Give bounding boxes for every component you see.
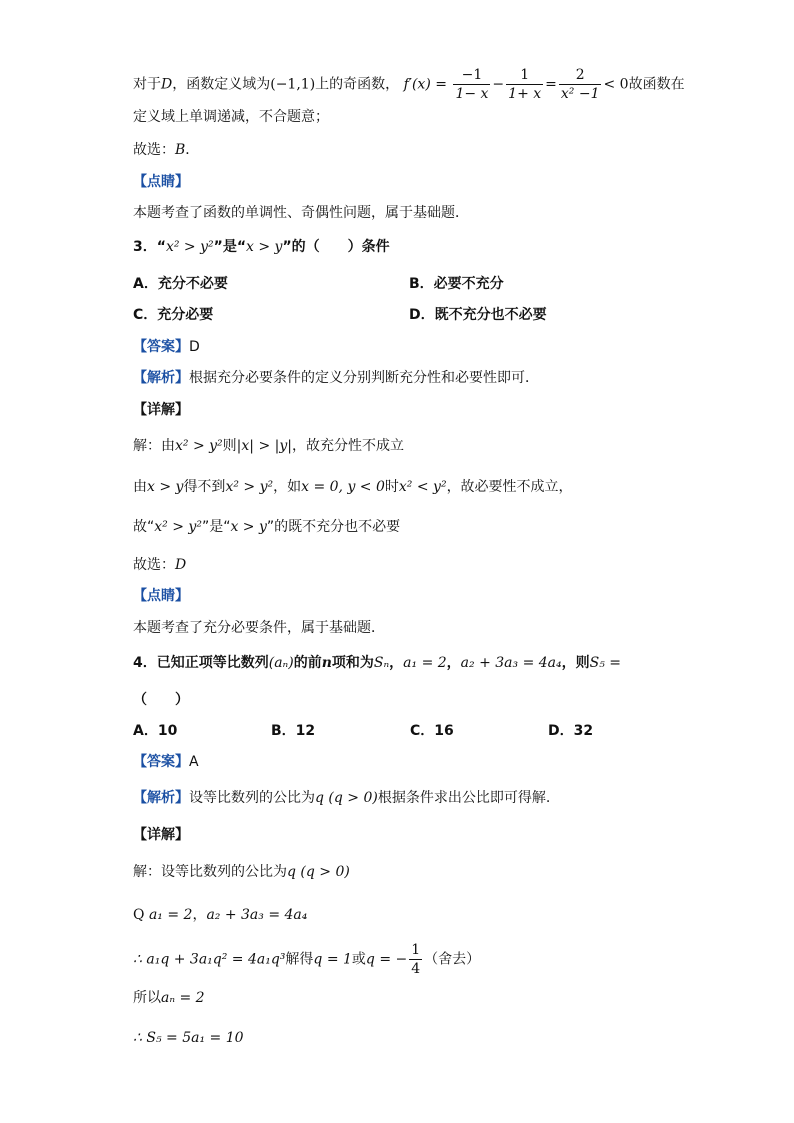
text: 解得 xyxy=(285,951,314,968)
numerator: 1 xyxy=(506,66,543,85)
text: ． xyxy=(185,142,200,158)
math: < 0 xyxy=(603,76,629,93)
text: ”是“ xyxy=(201,519,231,535)
text: ， xyxy=(192,907,207,923)
text: 所以 xyxy=(133,990,161,1006)
q4-option-b: B．12 xyxy=(271,723,316,739)
q4-option-d: D．32 xyxy=(548,723,594,739)
answer-tag: 【答案】 xyxy=(133,339,189,355)
q4-step-5 xyxy=(133,1028,244,1048)
analysis-text: 根据充分必要条件的定义分别判断充分性和必要性即可． xyxy=(189,370,539,386)
q3-answer xyxy=(133,337,200,357)
q3-stem xyxy=(133,237,390,257)
fraction xyxy=(453,66,490,103)
math: x² > y² xyxy=(225,479,274,495)
math: x² < y² xyxy=(398,479,447,495)
answer-value: A xyxy=(189,754,199,770)
math: x = 0, y < 0 xyxy=(301,479,385,495)
math: S₅ = xyxy=(589,655,621,671)
text: 故选： xyxy=(133,142,175,158)
text: 的前 xyxy=(293,655,322,671)
q4-analysis xyxy=(133,788,550,808)
math: |x| > |y| xyxy=(236,438,292,454)
q4-step-4 xyxy=(133,988,205,1008)
q3-analysis xyxy=(133,368,539,388)
text: 上的奇函数， xyxy=(315,76,400,93)
text: ，函数定义域为 xyxy=(172,76,271,93)
q4-option-a: A．10 xyxy=(133,723,178,739)
analysis-text: 设等比数列的公比为 xyxy=(189,790,315,806)
math: q = 1 xyxy=(313,951,352,968)
prev-dianjing-tag: 【点睛】 xyxy=(133,174,189,190)
q3-step-3 xyxy=(133,517,400,537)
text: ”是“ xyxy=(213,239,247,255)
math: x > y xyxy=(147,479,184,495)
q4-stem xyxy=(133,653,621,673)
prev-choose xyxy=(133,140,199,160)
q4-step-1 xyxy=(133,862,350,882)
math: ∴ a₁q + 3a₁q² = 4a₁q³ xyxy=(133,951,286,968)
fraction xyxy=(506,66,543,103)
text: ，如 xyxy=(273,479,302,495)
math: aₙ = 2 xyxy=(161,990,205,1006)
text: 则 xyxy=(222,438,237,454)
math: a₂ + 3a₃ = 4a₄ xyxy=(206,907,308,923)
text: 故函数在 xyxy=(628,76,685,93)
math: x > y xyxy=(230,519,267,535)
denominator: 1− x xyxy=(455,86,489,102)
text: 项和为 xyxy=(331,655,374,671)
math: q (q > 0) xyxy=(287,864,350,880)
q3-option-c: C．充分必要 xyxy=(133,307,214,323)
math: x² > y² xyxy=(175,438,223,454)
text: 故选： xyxy=(133,557,175,573)
text: 4．已知正项等比数列 xyxy=(133,655,269,671)
text: ，则 xyxy=(561,655,590,671)
text: 故“ xyxy=(133,519,155,535)
math: a₁ = 2 xyxy=(148,907,193,923)
math: q = − xyxy=(365,951,408,968)
numerator: 1 xyxy=(411,942,421,958)
prev-line-2: 定义域上单调递减，不合题意； xyxy=(133,109,329,125)
math: D xyxy=(175,557,187,573)
text: ”的（ ）条件 xyxy=(282,239,390,255)
numerator: −1 xyxy=(453,66,490,85)
math: Q xyxy=(133,907,145,923)
q4-answer xyxy=(133,752,199,772)
text: ”的既不充分也不必要 xyxy=(266,519,401,535)
math: (aₙ) xyxy=(268,655,294,671)
denominator: x² −1 xyxy=(560,86,600,102)
q4-step-3 xyxy=(133,941,480,978)
math: a₂ + 3a₃ = 4a₄ xyxy=(460,655,562,671)
text: 3．“ xyxy=(133,239,166,255)
math: q (q > 0) xyxy=(315,790,378,806)
q4-step-2 xyxy=(133,905,307,925)
denominator: 1+ x xyxy=(508,86,542,102)
math: n xyxy=(321,655,332,671)
math: ∴ S₅ = 5a₁ = 10 xyxy=(133,1030,244,1046)
q3-option-d: D．既不充分也不必要 xyxy=(409,307,547,323)
prev-line-d xyxy=(133,66,685,103)
analysis-tag: 【解析】 xyxy=(133,790,189,806)
q3-note: 本题考查了充分必要条件，属于基础题． xyxy=(133,620,385,636)
numerator: 2 xyxy=(559,66,602,85)
fraction xyxy=(559,66,602,103)
math: = xyxy=(545,76,557,93)
q4-detail-tag: 【详解】 xyxy=(133,827,189,843)
math: Sₙ xyxy=(373,655,390,671)
math: a₁ = 2 xyxy=(403,655,447,671)
text: 对于 xyxy=(133,76,161,93)
text: ，故必要性不成立， xyxy=(446,479,573,495)
math: f′(x) = xyxy=(403,76,447,93)
math: B xyxy=(175,142,186,158)
q3-option-a: A．充分不必要 xyxy=(133,276,228,292)
q3-option-b: B．必要不充分 xyxy=(409,276,504,292)
q3-step-1 xyxy=(133,436,404,456)
q3-dianjing-tag: 【点睛】 xyxy=(133,588,189,604)
math: x² > y² xyxy=(154,519,202,535)
q3-detail-tag: 【详解】 xyxy=(133,402,189,418)
q4-option-c: C．16 xyxy=(410,723,454,739)
text: ，故充分性不成立 xyxy=(291,438,404,454)
math: x² > y² xyxy=(165,239,214,255)
text: 解：由 xyxy=(133,438,175,454)
analysis-text: 根据条件求出公比即可得解. xyxy=(377,790,551,806)
math: − xyxy=(492,76,505,93)
text: 或 xyxy=(351,951,366,968)
analysis-tag: 【解析】 xyxy=(133,370,189,386)
math: D xyxy=(161,76,173,93)
q3-choose xyxy=(133,555,186,575)
text: 时 xyxy=(384,479,399,495)
denominator: 4 xyxy=(411,961,421,977)
fraction xyxy=(409,941,422,978)
math: x > y xyxy=(246,239,283,255)
answer-tag: 【答案】 xyxy=(133,754,189,770)
q4-paren: （ ） xyxy=(133,692,189,708)
text: 解：设等比数列的公比为 xyxy=(133,864,287,880)
prev-note: 本题考查了函数的单调性、奇偶性问题，属于基础题． xyxy=(133,205,469,221)
math: (−1,1) xyxy=(270,76,316,93)
text: 得不到 xyxy=(183,479,226,495)
text: ， xyxy=(446,655,461,671)
answer-value: D xyxy=(189,339,200,355)
q3-step-2 xyxy=(133,477,573,497)
text: ， xyxy=(389,655,404,671)
text: 由 xyxy=(133,479,147,495)
text: （舍去） xyxy=(424,951,481,968)
